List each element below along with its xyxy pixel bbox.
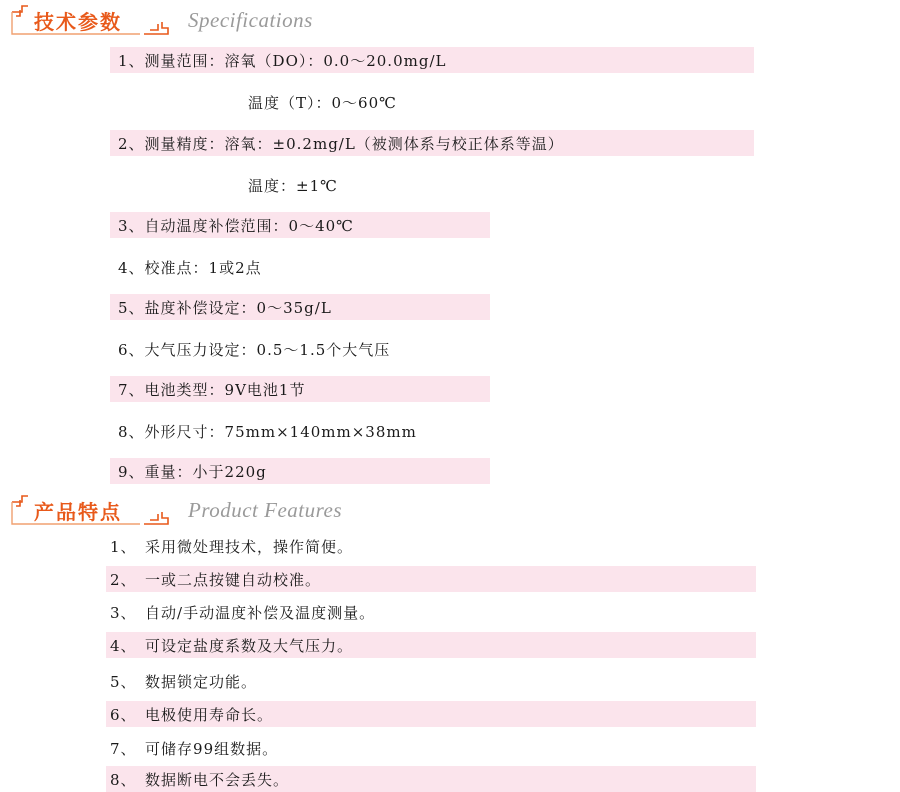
spec-row bbox=[0, 376, 900, 402]
spec-row bbox=[0, 418, 900, 444]
features-header bbox=[10, 494, 890, 530]
header-frame bbox=[10, 4, 166, 36]
spec-row bbox=[0, 336, 900, 362]
spec-text: 9、重量：小于220g bbox=[118, 463, 267, 481]
spec-text: 1、测量范围：溶氧（DO）：0.0～20.0mg/L bbox=[118, 52, 447, 70]
spec-text: 温度：±1℃ bbox=[248, 177, 338, 195]
spec-text: 5、盐度补偿设定：0～35g/L bbox=[118, 299, 332, 317]
feature-text: 6、 电极使用寿命长。 bbox=[110, 706, 274, 724]
spec-row bbox=[0, 254, 900, 280]
spec-row bbox=[0, 172, 900, 198]
feature-item bbox=[0, 533, 900, 559]
spec-text: 3、自动温度补偿范围：0～40℃ bbox=[118, 217, 354, 235]
section-title: 产品特点 bbox=[34, 500, 122, 524]
spec-row bbox=[0, 89, 900, 115]
spec-text: 7、电池类型：9V电池1节 bbox=[118, 381, 306, 399]
feature-text: 4、 可设定盐度系数及大气压力。 bbox=[110, 637, 354, 655]
spec-text: 8、外形尺寸：75mm×140mm×38mm bbox=[118, 423, 417, 441]
spec-row bbox=[0, 130, 900, 156]
spec-text: 温度（T）：0～60℃ bbox=[248, 94, 397, 112]
feature-item bbox=[0, 599, 900, 625]
feature-item bbox=[0, 701, 900, 727]
feature-text: 8、 数据断电不会丢失。 bbox=[110, 771, 290, 789]
spec-text: 4、校准点：1或2点 bbox=[118, 259, 262, 277]
feature-item bbox=[0, 668, 900, 694]
spec-row bbox=[0, 294, 900, 320]
spec-text: 6、大气压力设定：0.5～1.5个大气压 bbox=[118, 341, 391, 359]
feature-text: 1、 采用微处理技术，操作简便。 bbox=[110, 538, 354, 556]
section-subtitle: Specifications bbox=[188, 8, 313, 32]
feature-text: 7、 可储存99组数据。 bbox=[110, 740, 279, 758]
feature-text: 2、 一或二点按键自动校准。 bbox=[110, 571, 322, 589]
spec-row bbox=[0, 47, 900, 73]
feature-item bbox=[0, 766, 900, 792]
feature-item bbox=[0, 632, 900, 658]
feature-item bbox=[0, 566, 900, 592]
spec-row bbox=[0, 212, 900, 238]
section-subtitle: Product Features bbox=[188, 498, 342, 522]
specifications-header bbox=[10, 4, 890, 40]
header-frame bbox=[10, 494, 166, 526]
spec-text: 2、测量精度：溶氧：±0.2mg/L（被测体系与校正体系等温） bbox=[118, 135, 564, 153]
feature-item bbox=[0, 735, 900, 761]
spec-row bbox=[0, 458, 900, 484]
feature-text: 3、 自动/手动温度补偿及温度测量。 bbox=[110, 604, 376, 622]
section-title: 技术参数 bbox=[34, 10, 122, 34]
feature-text: 5、 数据锁定功能。 bbox=[110, 673, 258, 691]
